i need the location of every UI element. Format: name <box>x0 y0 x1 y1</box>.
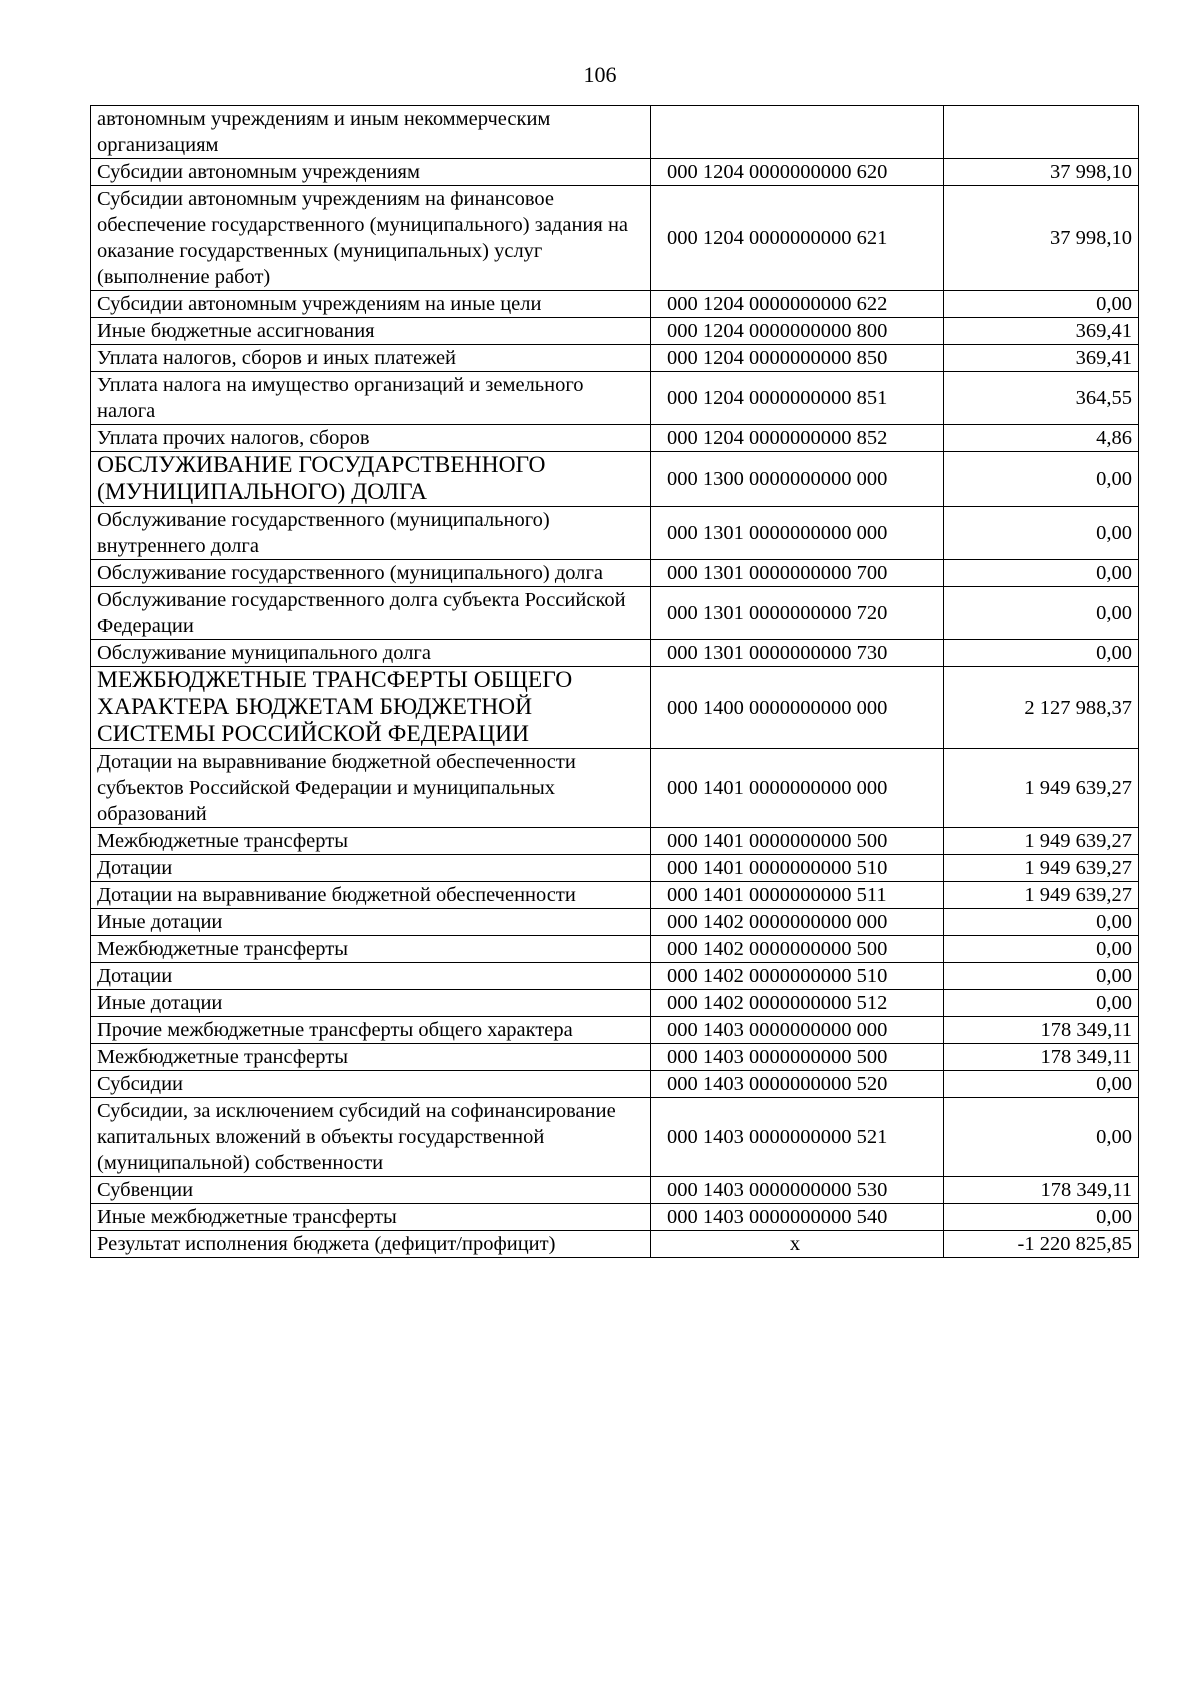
row-name-cell: Уплата налогов, сборов и иных платежей <box>91 345 651 372</box>
row-sum-cell: 0,00 <box>944 452 1139 507</box>
table-row <box>91 452 1139 507</box>
row-code-cell: 000 1400 0000000000 000 <box>651 667 944 749</box>
row-sum-cell: 369,41 <box>944 318 1139 345</box>
row-name-cell: Иные бюджетные ассигнования <box>91 318 651 345</box>
row-code-cell: 000 1204 0000000000 852 <box>651 425 944 452</box>
row-sum-cell: 0,00 <box>944 990 1139 1017</box>
table-row <box>91 1098 1139 1177</box>
row-name-cell: Результат исполнения бюджета (дефицит/профицит) <box>91 1231 651 1258</box>
table-row <box>91 1017 1139 1044</box>
row-code-cell: 000 1403 0000000000 540 <box>651 1204 944 1231</box>
row-name-cell: Дотации <box>91 963 651 990</box>
row-name-cell: Субсидии <box>91 1071 651 1098</box>
row-sum-cell: 0,00 <box>944 560 1139 587</box>
row-code-cell: x <box>651 1231 944 1258</box>
row-sum-cell: 1 949 639,27 <box>944 855 1139 882</box>
row-code-cell: 000 1402 0000000000 512 <box>651 990 944 1017</box>
table-row <box>91 963 1139 990</box>
row-sum-cell: 178 349,11 <box>944 1017 1139 1044</box>
row-name-cell: Обслуживание государственного (муниципального) долга <box>91 560 651 587</box>
table-row <box>91 1044 1139 1071</box>
row-sum-cell: 4,86 <box>944 425 1139 452</box>
row-name-cell: Субсидии автономным учреждениям на иные цели <box>91 291 651 318</box>
row-sum-cell: 369,41 <box>944 345 1139 372</box>
row-sum-cell: 37 998,10 <box>944 186 1139 291</box>
table-row <box>91 640 1139 667</box>
row-code-cell: 000 1401 0000000000 511 <box>651 882 944 909</box>
row-code-cell: 000 1204 0000000000 621 <box>651 186 944 291</box>
table-row <box>91 909 1139 936</box>
table-row <box>91 1071 1139 1098</box>
page-number: 106 <box>583 62 617 87</box>
row-code-cell: 000 1403 0000000000 530 <box>651 1177 944 1204</box>
row-name-cell: Обслуживание государственного (муниципального) внутреннего долга <box>91 507 651 560</box>
row-sum-cell: 0,00 <box>944 587 1139 640</box>
table-row <box>91 291 1139 318</box>
table-row <box>91 345 1139 372</box>
row-code-cell: 000 1301 0000000000 730 <box>651 640 944 667</box>
row-name-cell: Дотации на выравнивание бюджетной обеспеченности субъектов Российской Федерации и муниципальных образований <box>91 749 651 828</box>
row-code-cell: 000 1300 0000000000 000 <box>651 452 944 507</box>
row-name-cell: МЕЖБЮДЖЕТНЫЕ ТРАНСФЕРТЫ ОБЩЕГО ХАРАКТЕРА БЮДЖЕТАМ БЮДЖЕТНОЙ СИСТЕМЫ РОССИЙСКОЙ ФЕДЕРАЦИИ <box>91 667 651 749</box>
row-sum-cell: 2 127 988,37 <box>944 667 1139 749</box>
row-name-cell: автономным учреждениям и иным некоммерческим организациям <box>91 106 651 159</box>
table-row <box>91 425 1139 452</box>
table-row <box>91 749 1139 828</box>
table-row <box>91 667 1139 749</box>
row-code-cell: 000 1301 0000000000 720 <box>651 587 944 640</box>
row-sum-cell: 0,00 <box>944 1071 1139 1098</box>
table-row <box>91 560 1139 587</box>
row-name-cell: Дотации на выравнивание бюджетной обеспеченности <box>91 882 651 909</box>
row-name-cell: Прочие межбюджетные трансферты общего характера <box>91 1017 651 1044</box>
row-sum-cell: 1 949 639,27 <box>944 882 1139 909</box>
row-code-cell: 000 1403 0000000000 521 <box>651 1098 944 1177</box>
row-name-cell: Субсидии автономным учреждениям <box>91 159 651 186</box>
table-row <box>91 882 1139 909</box>
table-row <box>91 855 1139 882</box>
row-sum-cell: 178 349,11 <box>944 1044 1139 1071</box>
row-code-cell: 000 1402 0000000000 510 <box>651 963 944 990</box>
table-row <box>91 990 1139 1017</box>
row-sum-cell: 364,55 <box>944 372 1139 425</box>
row-code-cell: 000 1204 0000000000 620 <box>651 159 944 186</box>
row-name-cell: Субсидии, за исключением субсидий на софинансирование капитальных вложений в объекты государственной (муниципальной) собственности <box>91 1098 651 1177</box>
row-code-cell: 000 1204 0000000000 850 <box>651 345 944 372</box>
row-sum-cell: 0,00 <box>944 291 1139 318</box>
row-name-cell: Иные дотации <box>91 909 651 936</box>
row-code-cell: 000 1301 0000000000 700 <box>651 560 944 587</box>
row-sum-cell: -1 220 825,85 <box>944 1231 1139 1258</box>
row-sum-cell: 178 349,11 <box>944 1177 1139 1204</box>
row-name-cell: ОБСЛУЖИВАНИЕ ГОСУДАРСТВЕННОГО (МУНИЦИПАЛЬНОГО) ДОЛГА <box>91 452 651 507</box>
table-row <box>91 106 1139 159</box>
row-code-cell: 000 1301 0000000000 000 <box>651 507 944 560</box>
row-name-cell: Дотации <box>91 855 651 882</box>
table-row <box>91 1231 1139 1258</box>
table-row <box>91 186 1139 291</box>
row-sum-cell: 0,00 <box>944 963 1139 990</box>
row-sum-cell: 0,00 <box>944 909 1139 936</box>
row-name-cell: Субвенции <box>91 1177 651 1204</box>
budget-table-body <box>91 106 1139 1258</box>
row-sum-cell: 1 949 639,27 <box>944 828 1139 855</box>
row-sum-cell: 1 949 639,27 <box>944 749 1139 828</box>
row-sum-cell: 0,00 <box>944 640 1139 667</box>
row-code-cell: 000 1204 0000000000 851 <box>651 372 944 425</box>
budget-execution-table <box>90 105 1139 1258</box>
row-code-cell: 000 1402 0000000000 500 <box>651 936 944 963</box>
row-name-cell: Межбюджетные трансферты <box>91 1044 651 1071</box>
row-code-cell: 000 1401 0000000000 000 <box>651 749 944 828</box>
row-sum-cell <box>944 106 1139 159</box>
row-sum-cell: 37 998,10 <box>944 159 1139 186</box>
row-code-cell: 000 1403 0000000000 520 <box>651 1071 944 1098</box>
table-row <box>91 372 1139 425</box>
table-row <box>91 587 1139 640</box>
table-row <box>91 1204 1139 1231</box>
table-row <box>91 318 1139 345</box>
row-sum-cell: 0,00 <box>944 1098 1139 1177</box>
row-code-cell: 000 1204 0000000000 622 <box>651 291 944 318</box>
row-name-cell: Межбюджетные трансферты <box>91 828 651 855</box>
row-code-cell <box>651 106 944 159</box>
row-code-cell: 000 1204 0000000000 800 <box>651 318 944 345</box>
row-code-cell: 000 1403 0000000000 000 <box>651 1017 944 1044</box>
table-row <box>91 828 1139 855</box>
table-row <box>91 507 1139 560</box>
row-name-cell: Иные дотации <box>91 990 651 1017</box>
row-code-cell: 000 1401 0000000000 500 <box>651 828 944 855</box>
row-sum-cell: 0,00 <box>944 936 1139 963</box>
row-name-cell: Межбюджетные трансферты <box>91 936 651 963</box>
table-row <box>91 936 1139 963</box>
row-sum-cell: 0,00 <box>944 507 1139 560</box>
row-name-cell: Уплата налога на имущество организаций и земельного налога <box>91 372 651 425</box>
row-name-cell: Обслуживание государственного долга субъекта Российской Федерации <box>91 587 651 640</box>
table-row <box>91 1177 1139 1204</box>
row-name-cell: Обслуживание муниципального долга <box>91 640 651 667</box>
row-code-cell: 000 1403 0000000000 500 <box>651 1044 944 1071</box>
row-name-cell: Уплата прочих налогов, сборов <box>91 425 651 452</box>
row-name-cell: Субсидии автономным учреждениям на финансовое обеспечение государственного (муниципального) задания на оказание государственных (муниципальных) услуг (выполнение работ) <box>91 186 651 291</box>
row-code-cell: 000 1402 0000000000 000 <box>651 909 944 936</box>
table-row <box>91 159 1139 186</box>
row-name-cell: Иные межбюджетные трансферты <box>91 1204 651 1231</box>
row-code-cell: 000 1401 0000000000 510 <box>651 855 944 882</box>
row-sum-cell: 0,00 <box>944 1204 1139 1231</box>
